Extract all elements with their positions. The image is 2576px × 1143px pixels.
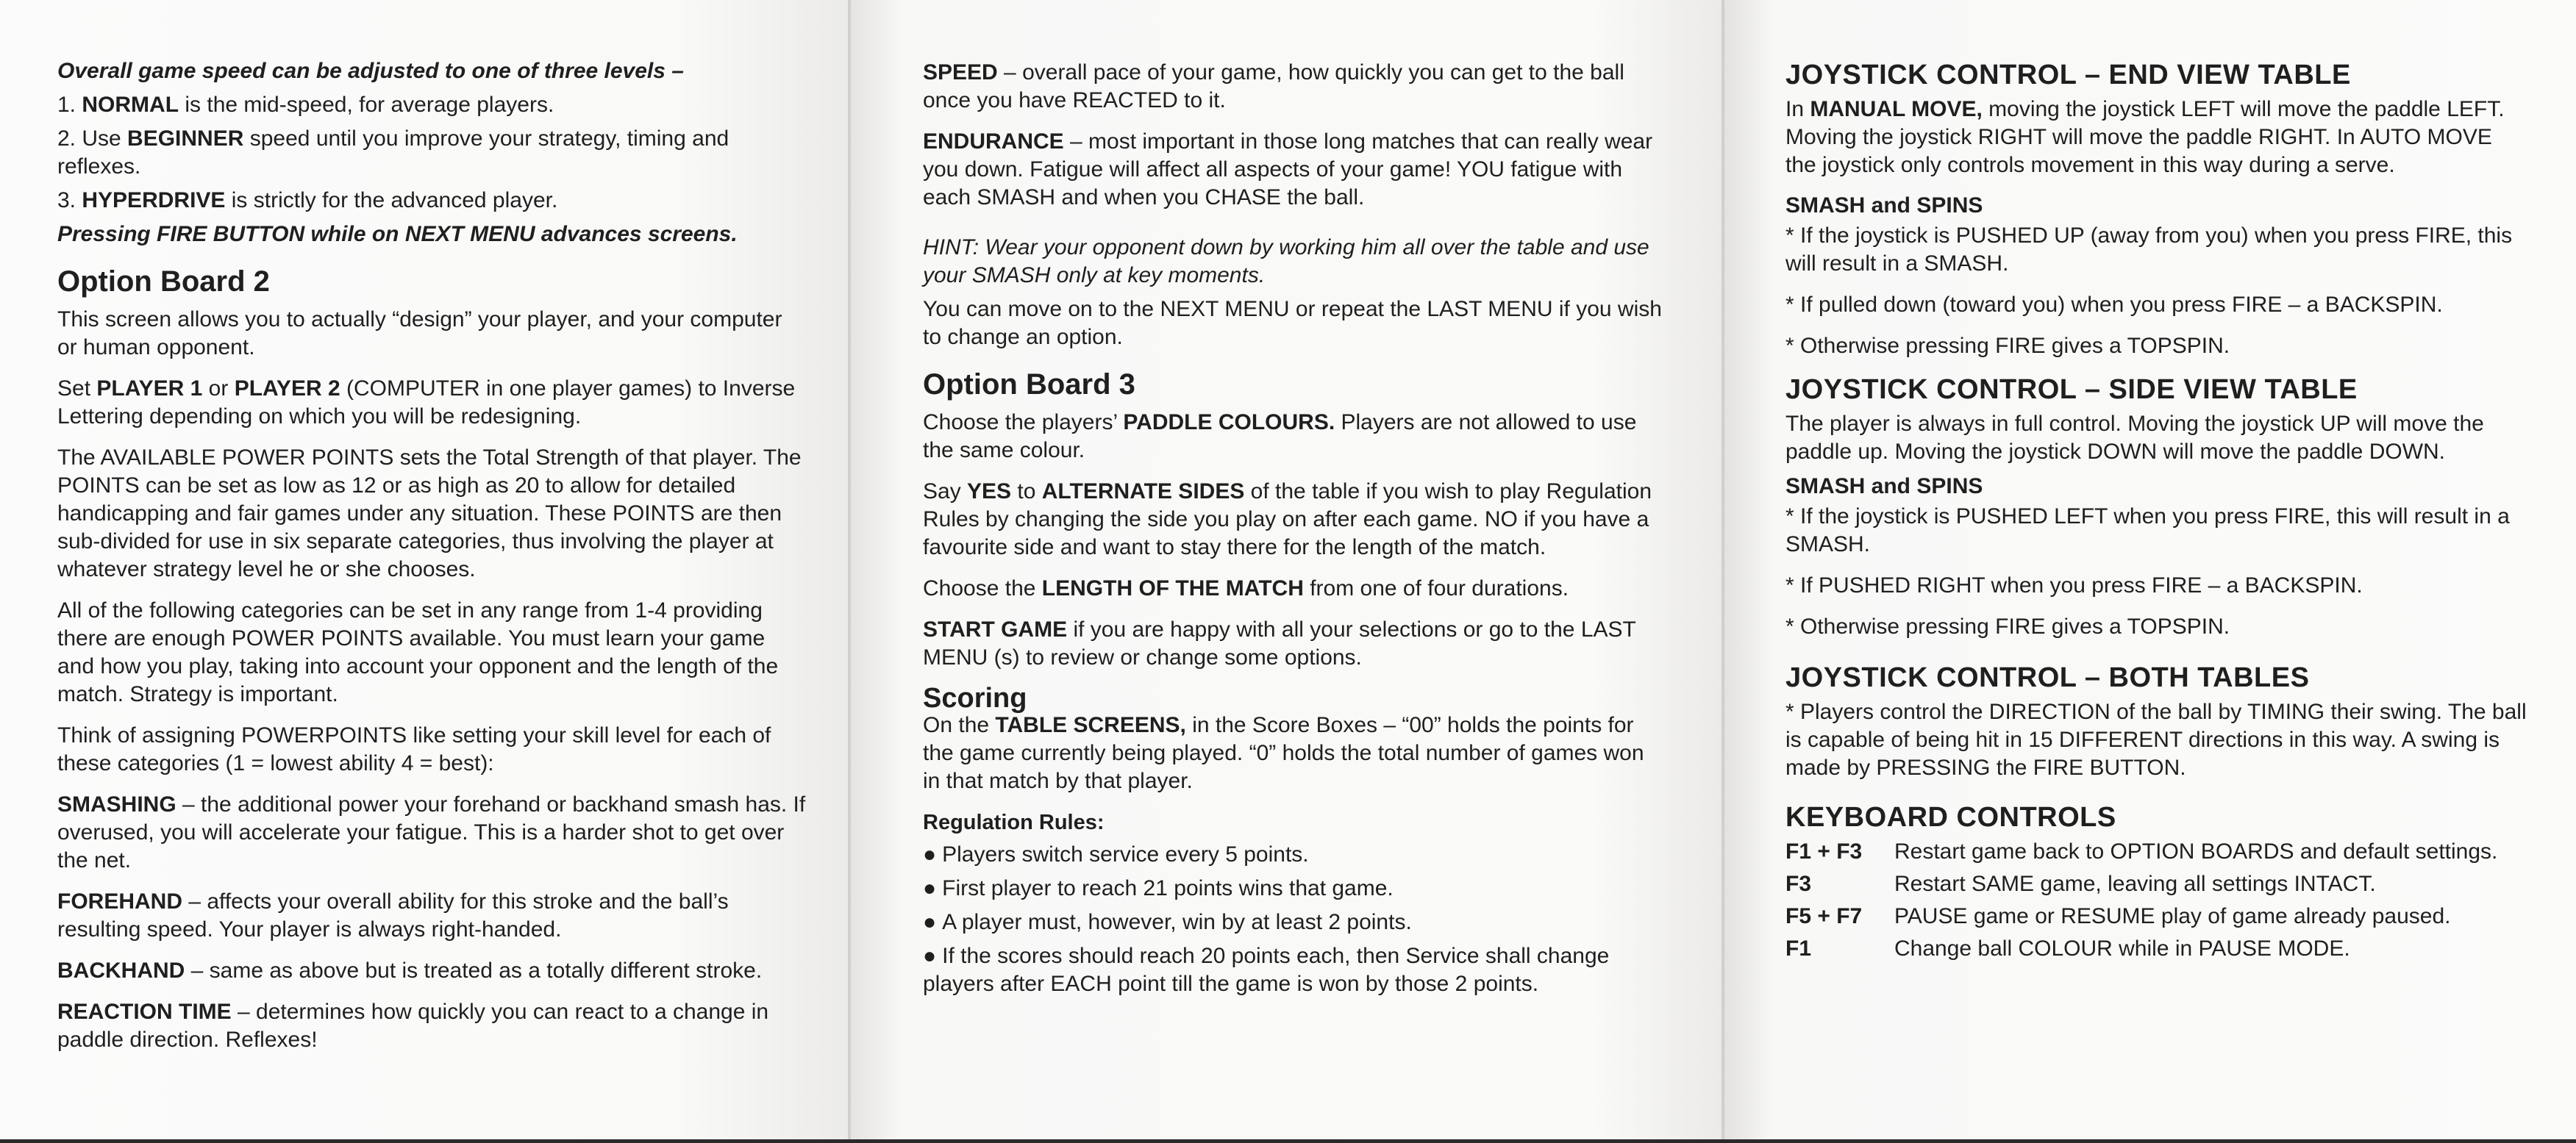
paddle-colours-text: Choose the players’ PADDLE COLOURS. Players are not allowed to use the same colour. — [923, 410, 1637, 462]
key-description: Change ball COLOUR while in PAUSE MODE. — [1894, 936, 2350, 961]
end-smash-item: * If the joystick is PUSHED UP (away from you) when you press FIRE, this will result in a SMASH. — [1785, 223, 2513, 276]
side-smash-heading: SMASH and SPINS — [1785, 474, 1983, 498]
side-smash-item: * Otherwise pressing FIRE gives a TOPSPIN. — [1785, 615, 2230, 639]
key-description: Restart SAME game, leaving all settings INTACT. — [1894, 872, 2376, 896]
rule-item: ● First player to reach 21 points wins that game. — [923, 876, 1394, 900]
regulation-rules-list — [923, 841, 1666, 998]
bottom-border — [0, 1139, 2576, 1143]
end-view-heading: JOYSTICK CONTROL – END VIEW TABLE — [1785, 60, 2351, 90]
key-row — [1785, 903, 2528, 935]
option-board-3-heading: Option Board 3 — [923, 368, 1135, 401]
end-smash-item: * If pulled down (toward you) when you press FIRE – a BACKSPIN. — [1785, 293, 2443, 317]
ob2-paragraph-5: Think of assigning POWERPOINTS like setting your skill level for each of these categories (1 = lowest ability 4 = best): — [57, 723, 771, 775]
key-combo: F5 + F7 — [1785, 904, 1863, 928]
fold-line-right — [1722, 0, 1724, 1143]
scoring-heading: Scoring — [923, 683, 1027, 714]
fire-note: Pressing FIRE BUTTON while on NEXT MENU advances screens. — [57, 222, 738, 246]
key-description: PAUSE game or RESUME play of game already paused. — [1894, 904, 2451, 928]
key-row — [1785, 870, 2528, 903]
end-view-text: In MANUAL MOVE, moving the joystick LEFT will move the paddle LEFT. Moving the joystick RIGHT will move the paddle RIGHT. In AUTO MOVE the joystick only controls movement in this way during a serve. — [1785, 97, 2505, 177]
key-row — [1785, 838, 2528, 870]
column-middle — [923, 59, 1666, 1004]
ob2-paragraph-1: This screen allows you to actually “design” your player, and your computer or human opponent. — [57, 307, 782, 359]
category-forehand: FOREHAND – affects your overall ability for this stroke and the ball’s resulting speed. Your player is always right-handed. — [57, 889, 729, 942]
key-combo: F1 + F3 — [1785, 839, 1863, 864]
ob2-paragraph-3: The AVAILABLE POWER POINTS sets the Total Strength of that player. The POINTS can be set as low as 12 or as high as 20 to allow for detailed handicapping and fair games under any situation. These POINTS are then sub-divided for use in six separate categories, thus involving the player at whatever strategy level he or she chooses. — [57, 445, 802, 581]
column-right — [1785, 59, 2528, 967]
both-tables-heading: JOYSTICK CONTROL – BOTH TABLES — [1785, 662, 2310, 693]
bullet-icon: ● — [923, 876, 937, 900]
keyboard-controls-heading: KEYBOARD CONTROLS — [1785, 802, 2116, 833]
end-smash-heading: SMASH and SPINS — [1785, 193, 1983, 218]
category-reaction-time: REACTION TIME – determines how quickly you can react to a change in paddle direction. Reflexes! — [57, 1000, 769, 1052]
category-endurance: ENDURANCE – most important in those long matches that can really wear you down. Fatigue will affect all aspects of your game! YOU fatigue with each SMASH and when you CHASE the ball. — [923, 129, 1653, 209]
next-menu-text: You can move on to the NEXT MENU or repeat the LAST MENU if you wish to change an option. — [923, 297, 1662, 349]
speed-normal: 1. NORMAL is the mid-speed, for average players. — [57, 93, 554, 117]
key-combo: F3 — [1785, 872, 1812, 896]
side-view-text: The player is always in full control. Moving the joystick UP will move the paddle up. Moving the joystick DOWN will move the paddle DOWN. — [1785, 412, 2484, 464]
bullet-icon: ● — [923, 944, 937, 968]
scoring-text: On the TABLE SCREENS, in the Score Boxes – “00” holds the points for the game currently being played. “0” holds the total number of games won in that match by that player. — [923, 713, 1644, 793]
side-smash-item: * If PUSHED RIGHT when you press FIRE – a BACKSPIN. — [1785, 573, 2363, 598]
fold-line-left — [848, 0, 851, 1143]
bullet-icon: ● — [923, 910, 937, 934]
option-board-2-heading: Option Board 2 — [57, 265, 270, 298]
speed-intro: Overall game speed can be adjusted to one of three levels – — [57, 59, 684, 83]
category-speed: SPEED – overall pace of your game, how quickly you can get to the ball once you have REACTED to it. — [923, 60, 1624, 112]
end-smash-item: * Otherwise pressing FIRE gives a TOPSPIN. — [1785, 334, 2230, 358]
category-backhand: BACKHAND – same as above but is treated as a totally different stroke. — [57, 959, 763, 983]
speed-hyperdrive: 3. HYPERDRIVE is strictly for the advanced player. — [57, 188, 558, 212]
rule-item: ● Players switch service every 5 points. — [923, 842, 1309, 867]
regulation-rules-heading: Regulation Rules: — [923, 811, 1105, 834]
start-game-text: START GAME if you are happy with all your selections or go to the LAST MENU (s) to review or change some options. — [923, 617, 1636, 670]
ob2-paragraph-4: All of the following categories can be set in any range from 1-4 providing there are enough POWER POINTS available. You must learn your game and how you play, taking into account your opponent and the length of the match. Strategy is important. — [57, 598, 779, 706]
match-length-text: Choose the LENGTH OF THE MATCH from one of four durations. — [923, 576, 1569, 601]
keyboard-controls-table — [1785, 838, 2528, 967]
rule-item: ● A player must, however, win by at least 2 points. — [923, 910, 1412, 934]
key-combo: F1 — [1785, 936, 1812, 961]
speed-beginner: 2. Use BEGINNER speed until you improve your strategy, timing and reflexes. — [57, 126, 729, 179]
key-row — [1785, 935, 2528, 967]
side-smash-item: * If the joystick is PUSHED LEFT when you press FIRE, this will result in a SMASH. — [1785, 504, 2510, 556]
bullet-icon: ● — [923, 842, 937, 867]
column-left — [57, 57, 807, 1067]
side-view-heading: JOYSTICK CONTROL – SIDE VIEW TABLE — [1785, 374, 2358, 405]
category-smashing: SMASHING – the additional power your forehand or backhand smash has. If overused, you will accelerate your fatigue. This is a harder shot to get over the net. — [57, 792, 806, 873]
both-tables-text: * Players control the DIRECTION of the ball by TIMING their swing. The ball is capable of being hit in 15 DIFFERENT directions in this way. A swing is made by PRESSING the FIRE BUTTON. — [1785, 700, 2527, 780]
key-description: Restart game back to OPTION BOARDS and default settings. — [1894, 839, 2498, 864]
hint-text: HINT: Wear your opponent down by working him all over the table and use your SMASH only at key moments. — [923, 235, 1649, 287]
ob2-paragraph-2: Set PLAYER 1 or PLAYER 2 (COMPUTER in one player games) to Inverse Lettering depending on which you will be redesigning. — [57, 376, 796, 429]
alternate-sides-text: Say YES to ALTERNATE SIDES of the table if you wish to play Regulation Rules by changing the side you play on after each game. NO if you have a favourite side and want to stay there for the length of the match. — [923, 479, 1652, 559]
rule-item: ● If the scores should reach 20 points each, then Service shall change players after EACH point till the game is won by those 2 points. — [923, 944, 1610, 996]
